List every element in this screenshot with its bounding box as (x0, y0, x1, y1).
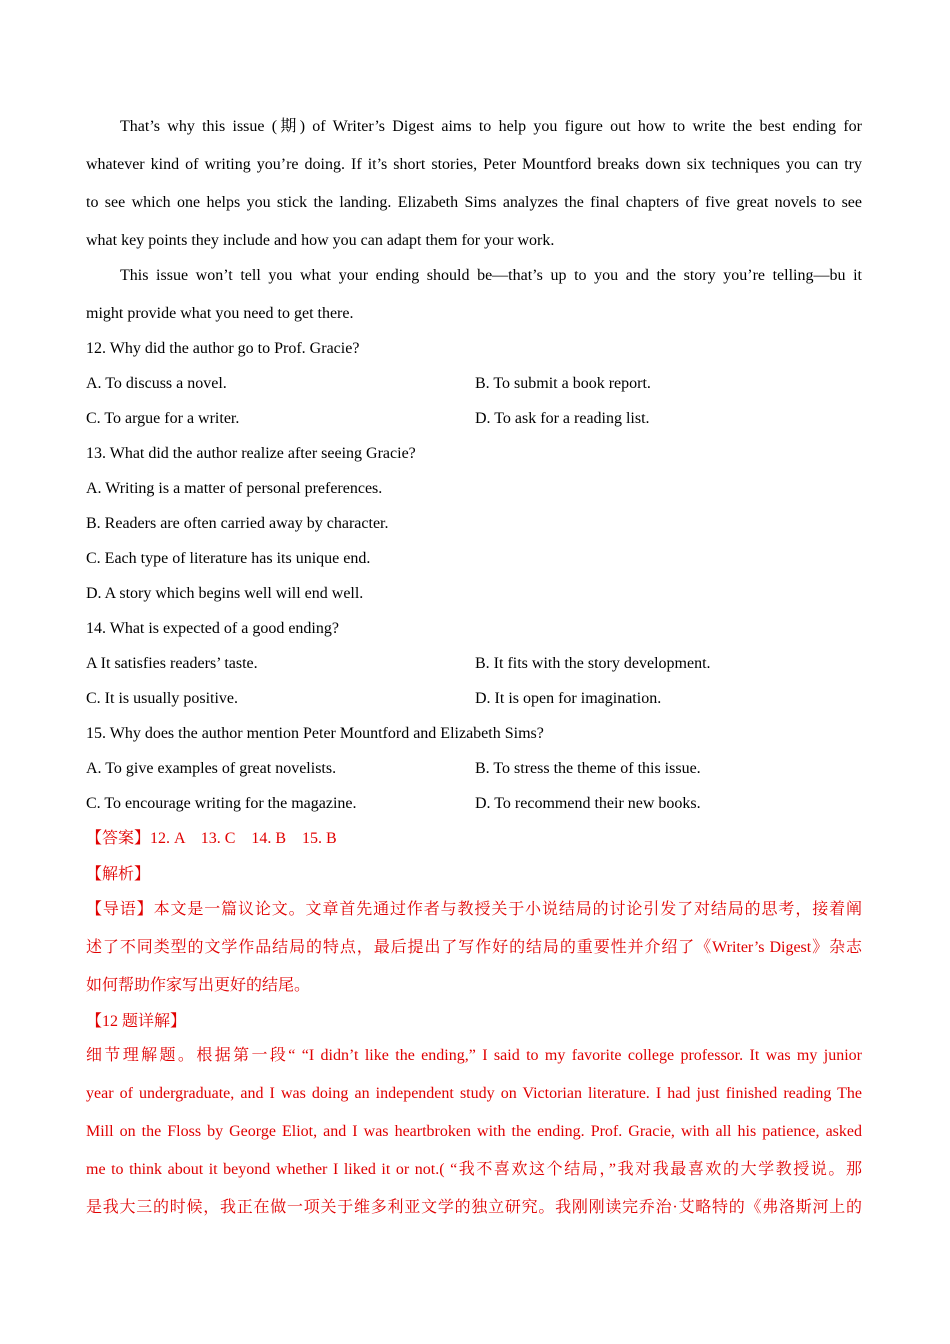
question-option: D. A story which begins well will end well. (86, 585, 364, 602)
question-option: B. To stress the theme of this issue. (475, 760, 701, 777)
question-stem: 13. What did the author realize after seeing Gracie? (86, 445, 416, 462)
intro-line: 述了不同类型的文学作品结局的特点，最后提出了写作好的结局的重要性并介绍了《Writer’s Digest》杂志 (86, 939, 862, 956)
question-option: C. Each type of literature has its unique end. (86, 550, 371, 567)
question-option: A. To give examples of great novelists. (86, 760, 337, 777)
detail-line: me to think about it beyond whether I liked it or not.( “我不喜欢这个结局，”我对我最喜欢的大学教授说。那 (86, 1161, 862, 1178)
question-option: C. To argue for a writer. (86, 410, 240, 427)
question-option: A It satisfies readers’ taste. (86, 655, 258, 672)
answer-text: 12. A 13. C 14. B 15. B (150, 830, 337, 847)
passage-line: what key points they include and how you can adapt them for your work. (86, 232, 555, 249)
detail-line: year of undergraduate, and I was doing an independent study on Victorian literature. I had just finished reading The (86, 1085, 862, 1102)
question-option: A. To discuss a novel. (86, 375, 227, 392)
passage-line: might provide what you need to get there. (86, 305, 354, 322)
intro-label: 【导语】 (86, 901, 154, 918)
question-option: B. Readers are often carried away by character. (86, 515, 389, 532)
question-option: C. It is usually positive. (86, 690, 238, 707)
question-stem: 12. Why did the author go to Prof. Gracie? (86, 340, 360, 357)
intro-line: 如何帮助作家写出更好的结尾。 (86, 977, 311, 994)
question-option: D. To ask for a reading list. (475, 410, 650, 427)
question-stem: 15. Why does the author mention Peter Mountford and Elizabeth Sims? (86, 725, 544, 742)
question-stem: 14. What is expected of a good ending? (86, 620, 339, 637)
question-option: D. To recommend their new books. (475, 795, 701, 812)
passage-line: This issue won’t tell you what your ending should be—that’s up to you and the story you’re telling—bu it (120, 267, 862, 284)
question-option: D. It is open for imagination. (475, 690, 662, 707)
detail-line: Mill on the Floss by George Eliot, and I was heartbroken with the ending. Prof. Gracie, with all his patience, asked (86, 1123, 862, 1140)
detail-line: 是我大三的时候，我正在做一项关于维多利亚文学的独立研究。我刚刚读完乔治·艾略特的《弗洛斯河上的 (86, 1199, 862, 1216)
passage-line: That’s why this issue (期) of Writer’s Digest aims to help you figure out how to write the best ending for (120, 118, 863, 135)
passage-line: to see which one helps you stick the landing. Elizabeth Sims analyzes the final chapters of five great novels to see (86, 194, 862, 211)
detail-label: 【12 题详解】 (86, 1013, 187, 1030)
answer-line (86, 829, 337, 849)
analysis-label: 【解析】 (86, 866, 151, 883)
detail-line: 细节理解题。根据第一段“ “I didn’t like the ending,” I said to my favorite college professor. It was my junior (86, 1047, 862, 1064)
question-option: B. To submit a book report. (475, 375, 651, 392)
intro-line (86, 900, 862, 920)
question-option: C. To encourage writing for the magazine. (86, 795, 357, 812)
passage-line: whatever kind of writing you’re doing. If it’s short stories, Peter Mountford breaks down six techniques you can try (86, 156, 862, 173)
question-option: B. It fits with the story development. (475, 655, 711, 672)
answer-label: 【答案】 (86, 830, 151, 847)
question-option: A. Writing is a matter of personal preferences. (86, 480, 383, 497)
intro-text: 本文是一篇议论文。文章首先通过作者与教授关于小说结局的讨论引发了对结局的思考，接着阐 (153, 901, 862, 918)
